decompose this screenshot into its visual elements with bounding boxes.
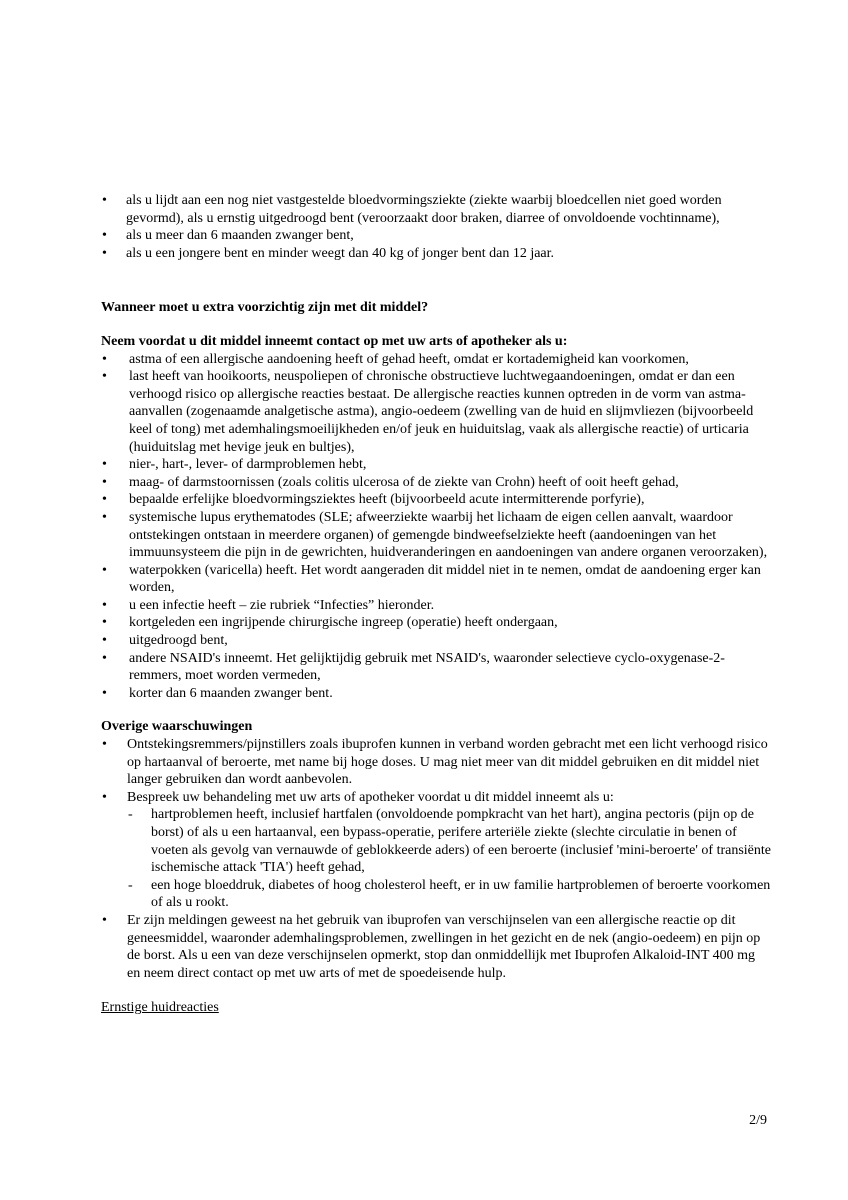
list-item: • maag- of darmstoornissen (zoals colitis ulcerosa of de ziekte van Crohn) heeft of ooit heeft gehad, xyxy=(101,474,771,492)
list-item: • kortgeleden een ingrijpende chirurgische ingreep (operatie) heeft ondergaan, xyxy=(101,614,771,632)
list-item: • last heeft van hooikoorts, neuspoliepen of chronische obstructieve luchtwegaandoeningen, omdat er dan een verhoogd risico op allergische reacties bestaat. De allergische reacties kunnen optreden in de vorm van astma-aanvallen (zogenaamde analgetische astma), angio-oedeem (zwelling van de huid en slijmvliezen (bijvoorbeeld keel of tong) met ademhalingsmoeilijkheden en/of jeuk en huiduitslag, vaak als allergische reactie) of urticaria (huiduitslag met hevige jeuk en bultjes), xyxy=(101,368,771,456)
list-item: • u een infectie heeft – zie rubriek “Infecties” hieronder. xyxy=(101,597,771,615)
list-item: • korter dan 6 maanden zwanger bent. xyxy=(101,685,771,703)
list-item xyxy=(101,912,771,982)
sub-list xyxy=(127,806,771,912)
list-item: • als u meer dan 6 maanden zwanger bent, xyxy=(101,227,771,245)
list-item: • uitgedroogd bent, xyxy=(101,632,771,650)
list-item-text: Er zijn meldingen geweest na het gebruik van ibuprofen van verschijnselen van een allergische reactie op dit geneesmiddel, waaronder ademhalingsproblemen, zwellingen in het gezicht en de nek (angio-oedeem) en pijn op de borst. Als u een van deze verschijnselen opmerkt, stop dan onmiddellijk met Ibuprofen Alkaloid-INT 400 mg en neem direct contact op met uw arts of met de spoedeisende hulp. xyxy=(127,912,761,981)
other-warnings-title: Overige waarschuwingen xyxy=(101,719,253,735)
document-page xyxy=(101,192,771,1017)
caution-section-title: Wanneer moet u extra voorzichtig zijn met dit middel? xyxy=(101,300,429,316)
skin-reactions-title: Ernstige huidreacties xyxy=(101,1000,219,1016)
list-item: • systemische lupus erythematodes (SLE; afweerziekte waarbij het lichaam de eigen cellen aanvalt, waardoor ontstekingen ontstaan in meerdere organen) of gemengde bindweefselziekte heeft (aandoeningen van het immuunsysteem die pijn in de gewrichten, huidveranderingen en aandoeningen van andere organen veroorzaken), xyxy=(101,509,771,562)
page-number: 2/9 xyxy=(749,1113,767,1128)
list-item: • nier-, hart-, lever- of darmproblemen hebt, xyxy=(101,456,771,474)
sub-list-item: - hartproblemen heeft, inclusief hartfalen (onvoldoende pompkracht van het hart), angina pectoris (pijn op de borst) of als u een hartaanval, een bypass-operatie, perifere arteriële ziekte (slechte circulatie in benen of voeten als gevolg van vernauwde of geblokkeerde aders) of een beroerte (inclusief 'mini-beroerte' of transiënte ischemische attack 'TIA') heeft gehad, xyxy=(127,806,771,876)
list-item xyxy=(101,736,771,789)
list-item: • als u een jongere bent en minder weegt dan 40 kg of jonger bent dan 12 jaar. xyxy=(101,245,771,263)
other-warnings-list xyxy=(101,736,771,982)
caution-section-subtitle: Neem voordat u dit middel inneemt contact op met uw arts of apotheker als u: xyxy=(101,333,568,349)
list-item: • bepaalde erfelijke bloedvormingsziektes heeft (bijvoorbeeld acute intermitterende porfyrie), xyxy=(101,491,771,509)
list-item-text: Ontstekingsremmers/pijnstillers zoals ibuprofen kunnen in verband worden gebracht met een licht verhoogd risico op hartaanval of beroerte, met name bij hoge doses. U mag niet meer van dit middel gebruiken en dit middel niet langer gebruiken dan wordt aanbevolen. xyxy=(127,737,768,788)
caution-list xyxy=(101,351,771,703)
list-item: • andere NSAID's inneemt. Het gelijktijdig gebruik met NSAID's, waaronder selectieve cyclo-oxygenase-2-remmers, moet worden vermeden, xyxy=(101,650,771,685)
list-item xyxy=(101,789,771,912)
list-item: • astma of een allergische aandoening heeft of gehad heeft, omdat er kortademigheid kan voorkomen, xyxy=(101,351,771,369)
list-item: • waterpokken (varicella) heeft. Het wordt aangeraden dit middel niet in te nemen, omdat de aandoening erger kan worden, xyxy=(101,562,771,597)
list-item: • als u lijdt aan een nog niet vastgestelde bloedvormingsziekte (ziekte waarbij bloedcellen niet goed worden gevormd), als u ernstig uitgedroogd bent (veroorzaakt door braken, diarree of onvoldoende vochtinname), xyxy=(101,192,771,227)
list-item-text: Bespreek uw behandeling met uw arts of apotheker voordat u dit middel inneemt als u: xyxy=(127,789,614,805)
contraindication-list xyxy=(101,192,771,262)
sub-list-item: - een hoge bloeddruk, diabetes of hoog cholesterol heeft, er in uw familie hartproblemen of beroerte voorkomen of als u rookt. xyxy=(127,877,771,912)
